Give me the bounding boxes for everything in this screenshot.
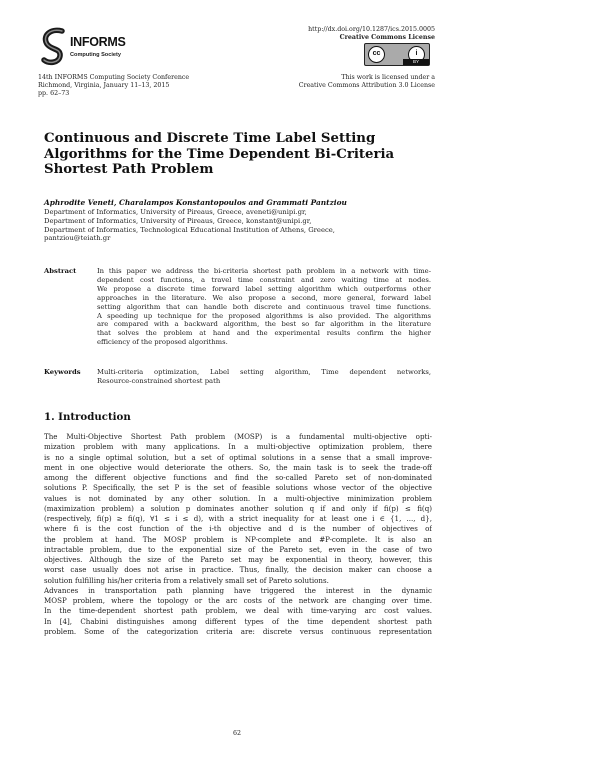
computing-society-label: Computing Society bbox=[70, 52, 121, 58]
body-line: values is not dominated by any other solution. In a multi-objective minimization problem bbox=[44, 493, 432, 503]
keywords-body bbox=[97, 368, 431, 386]
body-line: ment in one objective would deteriorate the others. So, the main task is to seek the trade-off bbox=[44, 462, 432, 472]
cc-license-title: Creative Commons License bbox=[339, 34, 435, 42]
affiliation-line: Department of Informatics, Technological Educational Institution of Athens, Greece, bbox=[44, 225, 335, 234]
keywords-line: Multi-criteria optimization, Label setting algorithm, Time dependent networks, bbox=[97, 368, 431, 376]
body-line: the problem at hand. The MOSP problem is NP-complete and #P-complete. It is also an bbox=[44, 534, 432, 544]
body-line: mization problem with many applications. In a multi-objective optimization problem, there bbox=[44, 442, 432, 452]
body-line: (maximization problem) a solution p dominates another solution q if and only if fi(p) ≤ fi(q) bbox=[44, 503, 432, 513]
affiliations bbox=[44, 208, 335, 243]
license-line: This work is licensed under a bbox=[341, 74, 435, 81]
abstract-body bbox=[97, 267, 431, 347]
body-line: The Multi-Objective Shortest Path problem (MOSP) is a fundamental multi-objective opti- bbox=[44, 432, 432, 441]
abstract-line: are compared with a backward algorithm, the best so far algorithm in the literature bbox=[97, 320, 431, 329]
section-heading: 1. Introduction bbox=[44, 411, 131, 423]
doi-block bbox=[308, 26, 435, 42]
body-line: In [4], Chabini distinguishes among different types of the time dependent shortest path bbox=[44, 616, 432, 626]
cc-by-label: BY bbox=[403, 59, 429, 65]
attribution-icon: i bbox=[408, 46, 425, 63]
abstract-line: approaches in the literature. We also propose a second, more general, forward label bbox=[97, 293, 431, 302]
informs-logo bbox=[40, 26, 128, 70]
affiliation-line: pantziou@teiath.gr bbox=[44, 234, 111, 243]
conference-line: Richmond, Virginia, January 11–13, 2015 bbox=[38, 82, 170, 90]
conference-info bbox=[38, 74, 189, 99]
abstract-line: setting algorithm that can handle both discrete and continuous travel time functions. bbox=[97, 302, 431, 311]
title-line: Shortest Path Problem bbox=[44, 162, 214, 177]
license-text bbox=[299, 74, 435, 90]
body-line: among the different objective functions and find the so-called Pareto set of non-dominated bbox=[44, 473, 432, 482]
affiliation-line: Department of Informatics, University of Pireaus, Greece, konstant@unipi.gr, bbox=[44, 216, 312, 225]
body-line: Advances in transportation path planning have triggered the interest in the dynamic bbox=[44, 585, 432, 595]
abstract-line: that solves the problem at hand and the experimental results confirm the higher bbox=[97, 329, 431, 338]
title-line: Algorithms for the Time Dependent Bi-Criteria bbox=[44, 146, 395, 162]
abstract-line: A speeding up technique for the proposed algorithms is also provided. The algorithms bbox=[97, 311, 431, 320]
conference-line: 14th INFORMS Computing Society Conference bbox=[38, 74, 190, 81]
body-line: (respectively, fi(p) ≥ fi(q), ∀1 ≤ i ≤ d), with a strict inequality for at least one i ∈ {1, ..., d}, bbox=[44, 514, 432, 523]
body-line: intractable problem, due to the exponential size of the Pareto set, even in the case of two bbox=[44, 544, 432, 554]
abstract-line: In this paper we address the bi-criteria shortest path problem in a network with time- bbox=[97, 267, 431, 275]
keywords-label: Keywords bbox=[44, 368, 81, 376]
body-line: solutions P. Specifically, the set P is the set of feasible solutions whose vector of the objective bbox=[44, 483, 432, 493]
body-line: where fi is the cost function of the i-th objective and d is the number of objectives of bbox=[44, 524, 432, 534]
page-number: 62 bbox=[233, 730, 242, 737]
body-line: In the time-dependent shortest path problem, we deal with time-varying arc cost values. bbox=[44, 606, 432, 616]
affiliation-line: Department of Informatics, University of Pireaus, Greece, aveneti@unipi.gr, bbox=[44, 208, 307, 216]
paper-title bbox=[44, 131, 444, 178]
cc-icon: cc bbox=[368, 46, 385, 63]
abstract-line: efficiency of the proposed algorithms. bbox=[97, 338, 228, 347]
body-line: problem. Some of the categorization criteria are: discrete versus continuous representation bbox=[44, 626, 432, 636]
informs-wordmark: INFORMS bbox=[70, 35, 126, 49]
body-line: objectives. Although the size of the Pareto set may be exponential in theory, however, this bbox=[44, 555, 432, 564]
abstract-line: dependent cost functions, a travel time constraint and zero waiting time at nodes. bbox=[97, 275, 431, 284]
license-line: Creative Commons Attribution 3.0 License bbox=[298, 82, 435, 90]
body-line: is no a single optimal solution, but a set of optimal solutions in a sense that a small improve- bbox=[44, 452, 432, 462]
authors: Aphrodite Veneti, Charalampos Konstantopoulos and Grammati Pantziou bbox=[44, 198, 347, 207]
body-line: worst case usually does not arise in practice. Thus, finally, the decision maker can choose a bbox=[44, 565, 432, 575]
keywords-line: Resource-constrained shortest path bbox=[97, 376, 221, 385]
body-line: MOSP problem, where the topology or the arc costs of the network are changing over time. bbox=[44, 596, 432, 605]
body-line: solution fulfilling his/her criteria from a relatively small set of Pareto solutions. bbox=[44, 575, 329, 585]
abstract-line: We propose a discrete time forward label setting algorithm which outperforms other bbox=[97, 284, 431, 293]
title-line: Continuous and Discrete Time Label Setting bbox=[44, 131, 376, 146]
abstract-label: Abstract bbox=[44, 267, 77, 275]
introduction-body bbox=[44, 432, 432, 637]
cc-by-badge[interactable] bbox=[364, 43, 430, 66]
informs-swirl-icon bbox=[40, 26, 70, 66]
doi-link[interactable]: http://dx.doi.org/10.1287/ics.2015.0005 bbox=[308, 26, 435, 33]
conference-line: pp. 62–73 bbox=[38, 90, 70, 98]
